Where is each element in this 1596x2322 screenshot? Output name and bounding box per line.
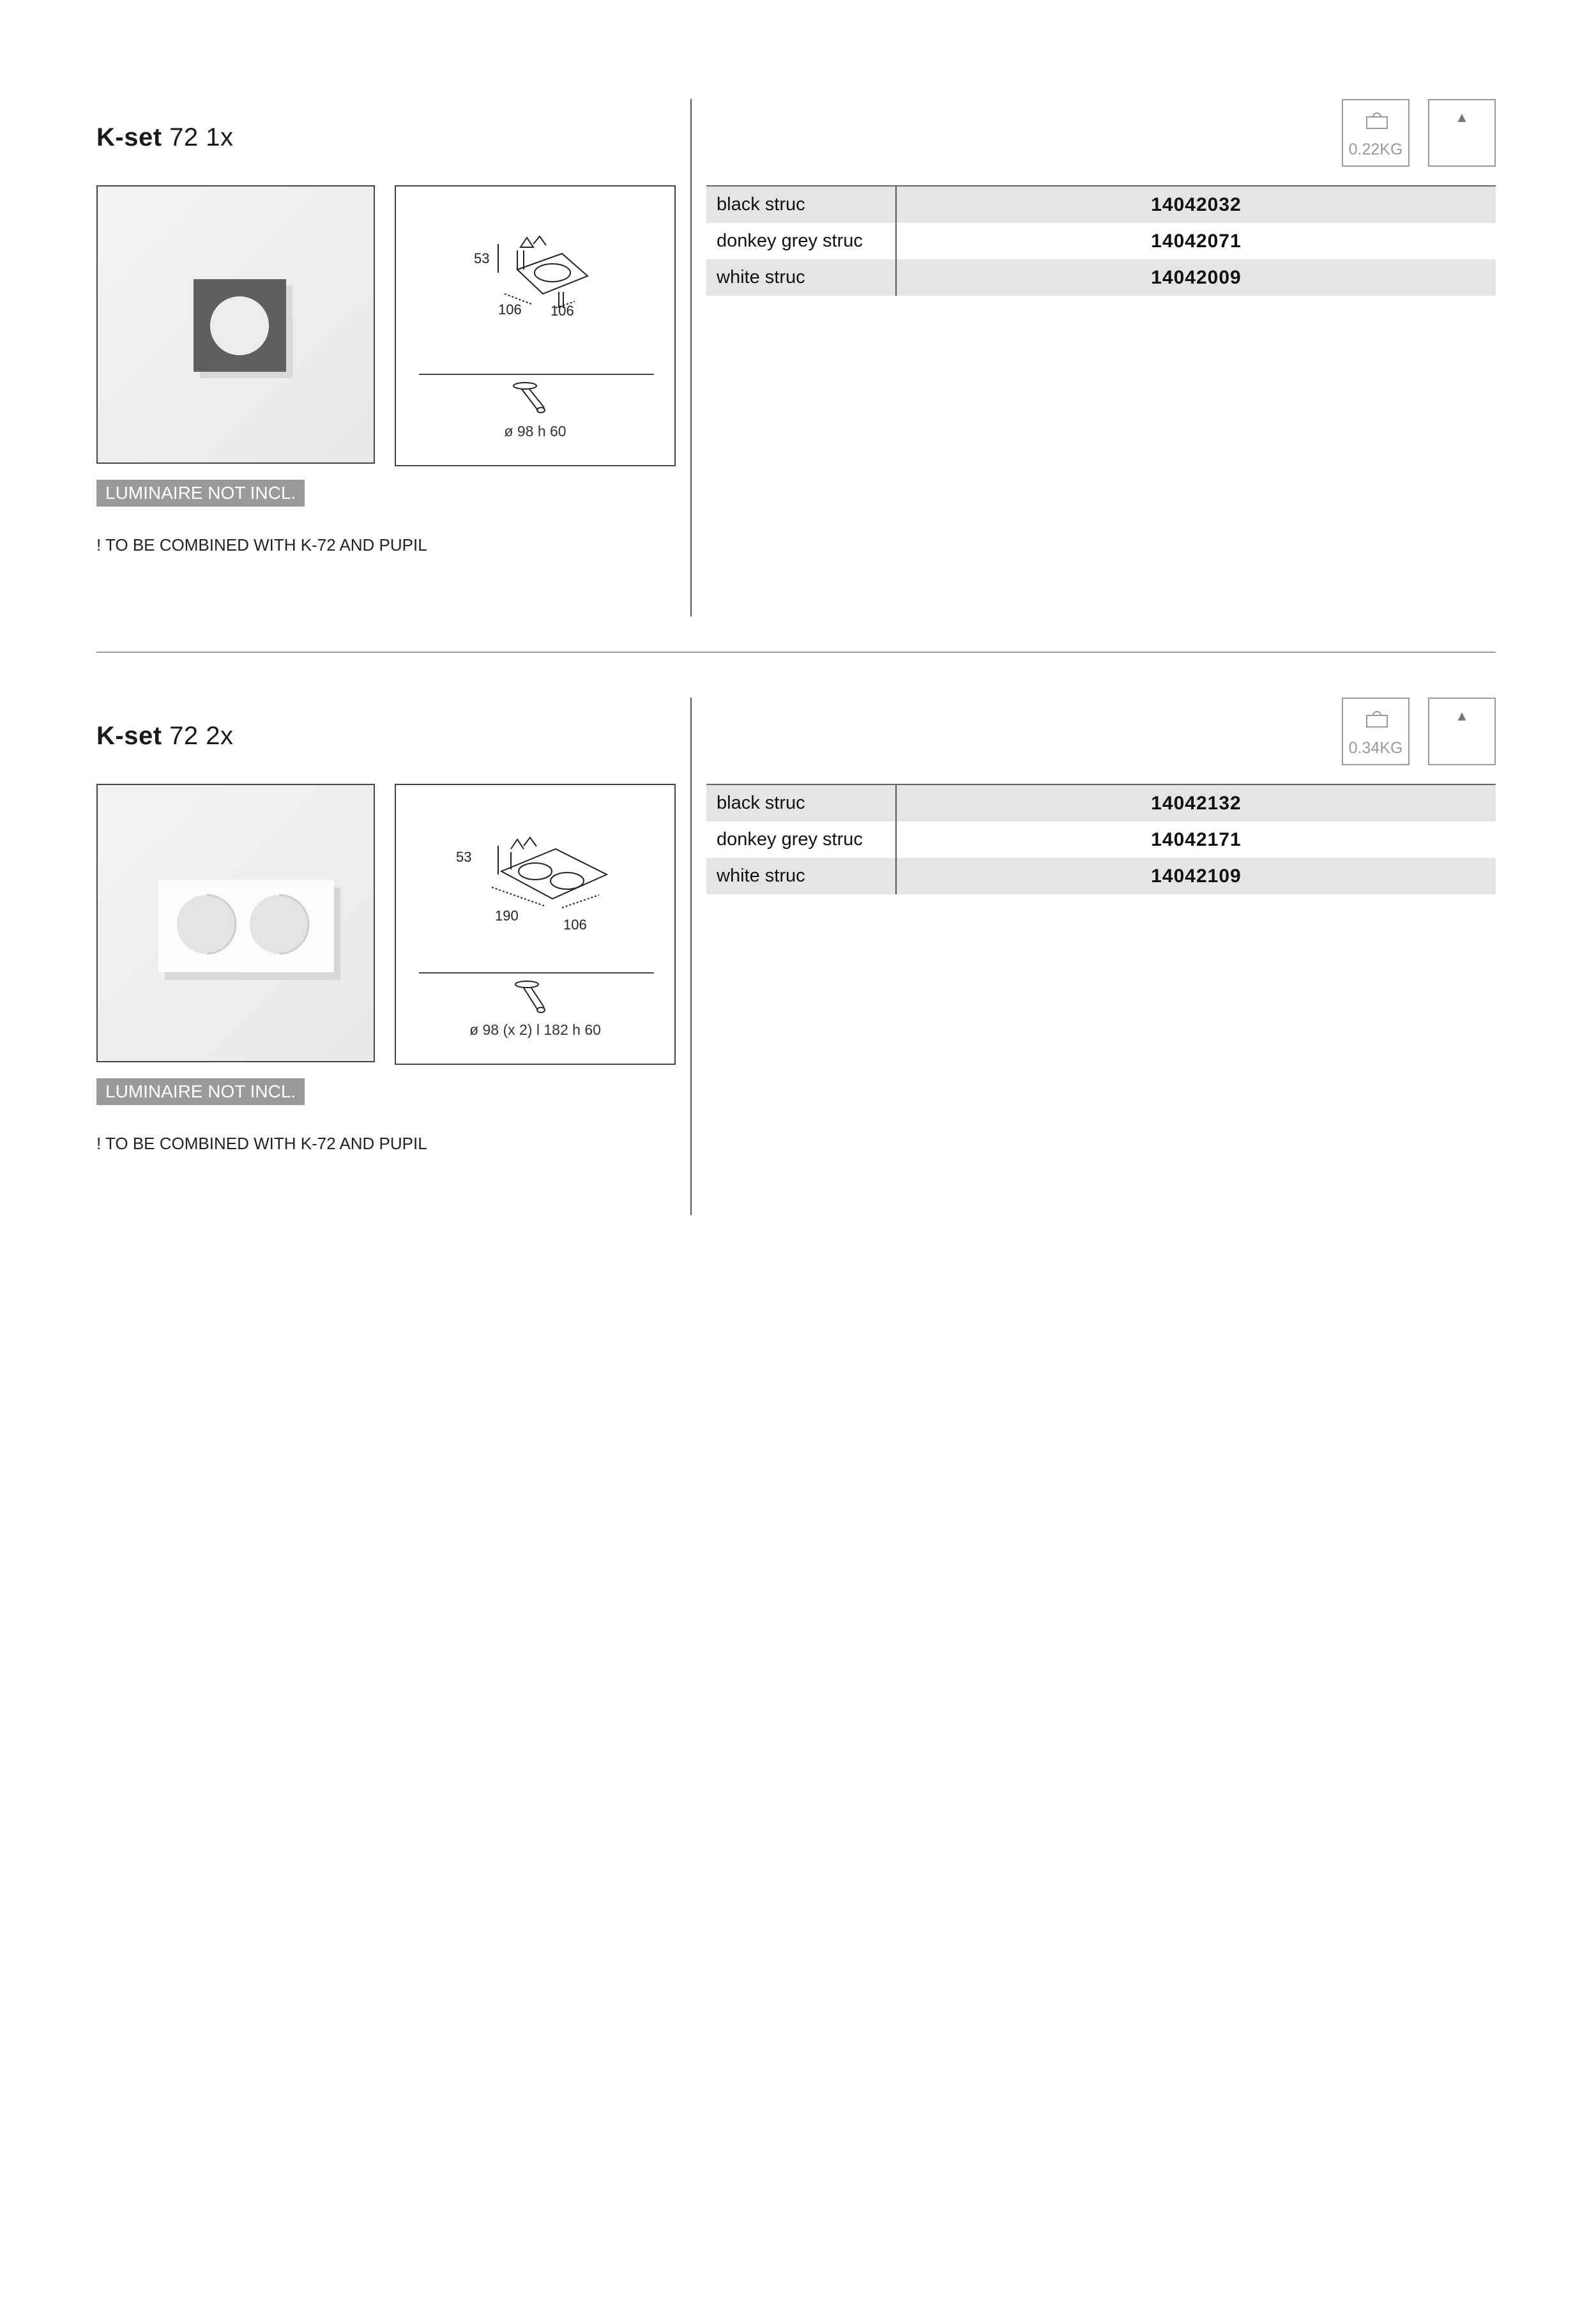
scroll-top-button[interactable] bbox=[1428, 99, 1496, 167]
cutout-icon bbox=[513, 383, 545, 413]
dim-height: 53 bbox=[474, 250, 490, 266]
dim-depth: 106 bbox=[551, 303, 574, 319]
product-title: K-set 72 2x bbox=[96, 722, 234, 750]
product-title: K-set 72 1x bbox=[96, 123, 234, 151]
variant-table bbox=[706, 185, 1496, 296]
column-divider bbox=[690, 99, 692, 616]
weight-box bbox=[1342, 698, 1410, 765]
fixture-isometric-icon bbox=[498, 236, 588, 308]
column-divider bbox=[690, 698, 692, 1215]
dim-width: 190 bbox=[495, 908, 519, 924]
luminaire-badge: LUMINAIRE NOT INCL. bbox=[96, 1078, 305, 1105]
table-row: white struc 14042109 bbox=[706, 858, 1496, 894]
combine-note: ! TO BE COMBINED WITH K-72 AND PUPIL bbox=[96, 1134, 427, 1153]
dim-depth: 106 bbox=[563, 917, 587, 933]
combine-note: ! TO BE COMBINED WITH K-72 AND PUPIL bbox=[96, 535, 427, 554]
technical-drawing bbox=[395, 784, 676, 1065]
table-row: donkey grey struc 14042171 bbox=[706, 821, 1496, 858]
variant-table bbox=[706, 784, 1496, 894]
product-section-1 bbox=[0, 0, 1596, 575]
weight-value: 0.34KG bbox=[1348, 739, 1403, 757]
dim-height: 53 bbox=[456, 849, 472, 865]
cutout-size: ø 98 h 60 bbox=[504, 423, 566, 439]
table-row: white struc 14042009 bbox=[706, 259, 1496, 296]
cutout-icon bbox=[515, 981, 545, 1012]
dim-width: 106 bbox=[498, 302, 522, 317]
fixture-isometric-icon bbox=[492, 837, 607, 908]
table-row: black struc 14042132 bbox=[706, 785, 1496, 821]
triangle-up-icon: ▲ bbox=[1455, 708, 1469, 724]
triangle-up-icon: ▲ bbox=[1455, 109, 1469, 125]
table-row: donkey grey struc 14042071 bbox=[706, 223, 1496, 259]
weight-icon bbox=[1364, 111, 1390, 130]
product-photo bbox=[96, 185, 375, 464]
scroll-top-button[interactable] bbox=[1428, 698, 1496, 765]
product-section-2 bbox=[0, 599, 1596, 1173]
luminaire-badge: LUMINAIRE NOT INCL. bbox=[96, 480, 305, 507]
technical-drawing bbox=[395, 185, 676, 466]
weight-value: 0.22KG bbox=[1348, 141, 1403, 158]
product-photo bbox=[96, 784, 375, 1062]
cutout-size: ø 98 (x 2) l 182 h 60 bbox=[469, 1021, 601, 1038]
weight-box bbox=[1342, 99, 1410, 167]
table-row: black struc 14042032 bbox=[706, 187, 1496, 223]
weight-icon bbox=[1364, 709, 1390, 728]
